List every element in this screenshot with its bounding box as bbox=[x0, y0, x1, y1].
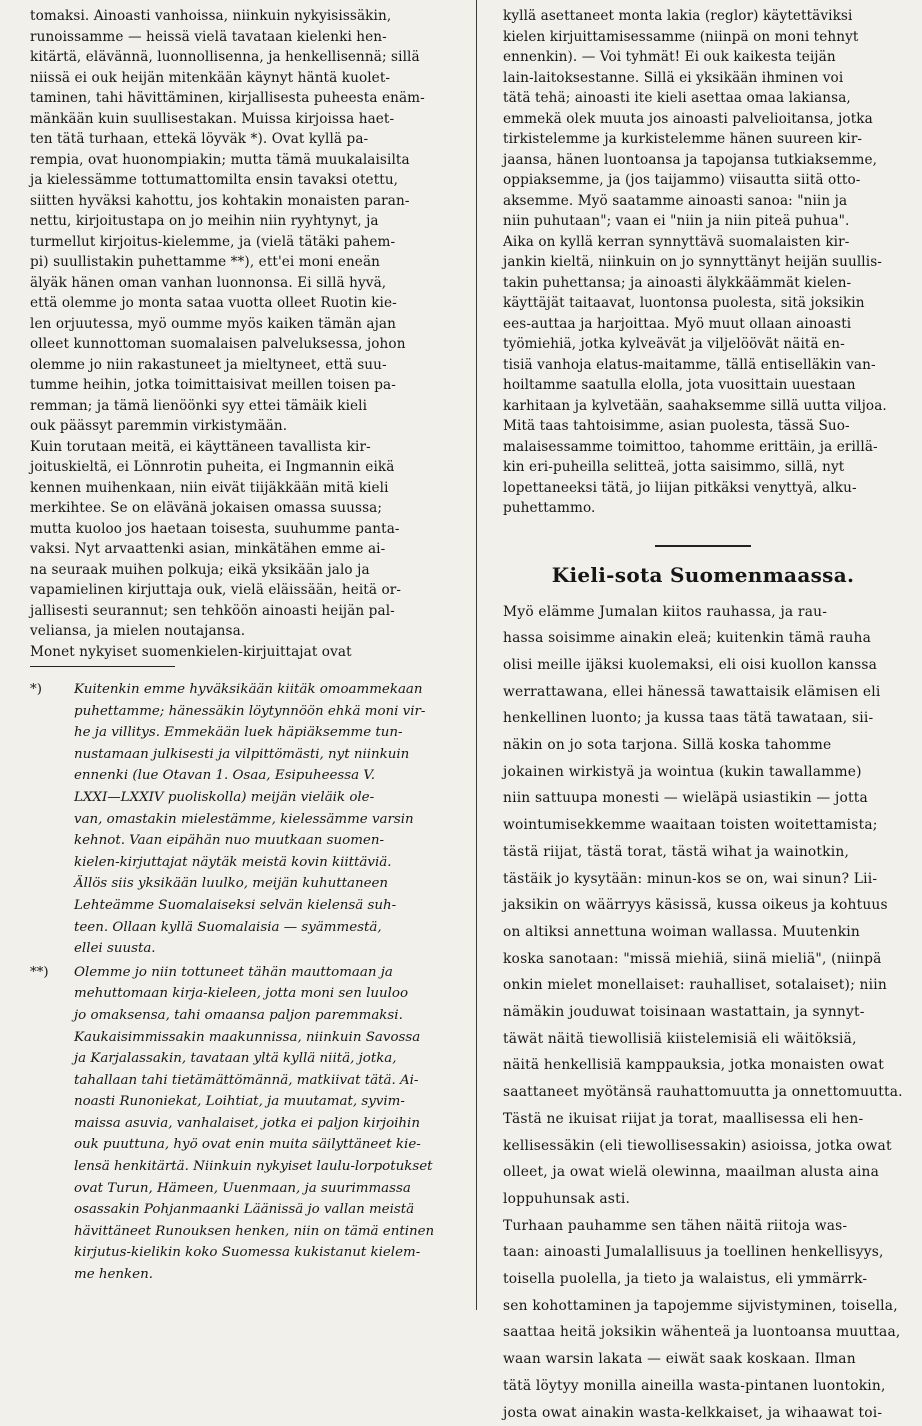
section-divider bbox=[655, 545, 751, 547]
footnote-2 bbox=[30, 962, 448, 1286]
left-body-text: tomaksi. Ainoasti vanhoissa, niinkuin nykyisissäkin, runoissamme — heissä vielä tavataan kielenki hen- kitärtä, elävännä, luonnollisenna, ja henkellisennä; sillä niissä ei ouk heijän mitenkään käynyt häntä kuolet- taminen, tahi hävittäminen, kirjallisesta puheesta enäm- mänkään kuin suullisestakan. Muissa kirjoissa haet- ten tätä turhaan, ettekä löyväk *). Ovat kyllä pa- rempia, ovat huonompiakin; mutta tämä muukalaisilta ja kielessämme tottumattomilta ensin tavaksi otettu, siitten hyväksi kahottu, jos kohtakin monaisten paran- nettu, kirjoitustapa on jo meihin niin ryyhtynyt, ja turmellut kirjoitus-kielemme, ja (vielä tätäki pahem- pi) suullistakin puhettamme **), ett'ei moni eneän älyäk hänen oman vanhan luonnonsa. Ei sillä hyvä, että olemme jo monta sataa vuotta olleet Ruotin kie- len orjuutessa, myö oumme myös kaiken tämän ajan olleet kunnottoman suomalaisen palveluksessa, johon olemme jo niin rakastuneet ja mieltyneet, että suu- tumme heihin, jotka toimittaisivat meillen toisen pa- remman; ja tämä lienöönki syy ettei tämäik kieli ouk päässyt paremmin virkistymään. Kuin torutaan meitä, ei käyttäneen tavallista kir- joituskieltä, ei Lönnrotin puheita, ei Ingmannin eikä kennen muihenkaan, niin eivät tiijäkkään mitä kieli merkihtee. Se on elävänä jokaisen omassa suussa; mutta kuoloo jos haetaan toisesta, suuhumme panta- vaksi. Nyt arvaattenki asian, minkätähen emme ai- na seuraak muihen polkuja; eikä yksikään jalo ja vapamielinen kirjuttaja ouk, vielä eläissään, heitä or- jallisesti seurannut; sen tehköön ainoasti heijän pal- veliansa, ja mielen noutajansa. Monet nykyiset suomenkielen-kirjuittajat ovat bbox=[30, 6, 448, 662]
right-body-text: kyllä asettaneet monta lakia (reglor) käytettäviksi kielen kirjuittamisessamme (niinpä on moni tehnyt ennenkin). — Voi tyhmät! Ei ouk kaikesta teijän lain-laitoksestanne. Sillä ei yksikään ihminen voi tätä tehä; ainoasti ite kieli asettaa omaa lakiansa, emmekä olek muuta jos ainoasti palvelioitansa, jotka tirkistelemme ja kurkistelemme hänen suureen kir- jaansa, hänen luontoansa ja tapojansa tutkiaksemme, oppiaksemme, ja (jos taijammo) viisautta siitä otto- aksemme. Myö saatamme ainoasti sanoa: "niin ja niin puhutaan"; vaan ei "niin ja niin piteä puhua". Aika on kyllä kerran synnyttävä suomalaisten kir- jankin kieltä, niinkuin on jo synnyttänyt heijän suullis- takin puhettansa; ja ainoasti älykkäämmät kielen- käyttäjät taitaavat, luontonsa puolesta, sitä joksikin ees-auttaa ja harjoittaa. Myö muut ollaan ainoasti työmiehiä, jotka kylveävät ja viljelöövät näitä en- tisiä vanhoja elatus-maitamme, tällä entiselläkin van- hoiltamme saatulla elolla, jota vuosittain uuestaan karhitaan ja kylvetään, saahaksemme sillä uutta viljoa. Mitä taas tahtoisimme, asian puolesta, tässä Suo- malaisessamme toimittoo, tahomme erittäin, ja erillä- kin eri-puheilla selitteä, jotta saisimmo, sillä, nyt lopettaneeksi tätä, jo liijan pitkäksi venyttyä, alku- puhettammo. bbox=[503, 6, 903, 519]
left-column bbox=[30, 6, 448, 1288]
section-heading: Kieli-sota Suomenmaassa. bbox=[503, 563, 903, 587]
footnote-divider bbox=[30, 666, 175, 667]
section-body-text: Myö elämme Jumalan kiitos rauhassa, ja rau- hassa soisimme ainakin eleä; kuitenkin tämä rauha olisi meille ijäksi kuolemaksi, eli oisi kuollon kanssa werrattawana, ellei hänessä tawattaisik elämisen eli henkellinen luonto; ja kussa taas tätä tawataan, sii- näkin on jo sota tarjona. Sillä koska tahomme jokainen wirkistyä ja wointua (kukin tawallamme) niin sattuupa monesti — wieläpä usiastikin — jotta wointumisekkemme waaitaan toisten woitettamista; tästä riijat, tästä torat, tästä wihat ja wainotkin, tästäik jo kysytään: minun-kos se on, wai sinun? Lii- jaksikin on wäärryys käsissä, kussa oikeus ja kohtuus on altiksi annettuna woiman wallassa. Muutenkin koska sanotaan: "missä miehiä, siinä mieliä", (niinpä onkin mielet monellaiset: rauhalliset, sotalaiset); niin nämäkin jouduwat toisinaan wastattain, ja synnyt- täwät näitä tiewollisiä kiistelemisiä eli wäitöksiä, näitä henkellisiä kamppauksia, jotka monaisten owat saattaneet myötänsä rauhattomuutta ja onnettomuutta. Tästä ne ikuisat riijat ja torat, maallisessa eli hen- kellisessäkin (eli tiewollisessakin) asioissa, jotka owat olleet, ja owat wielä olewinna, maailman alusta aina loppuhunsak asti. Turhaan pauhamme sen tähen näitä riitoja was- taan: ainoasti Jumalallisuus ja toellinen henkellisyys, toisella puolella, ja tieto ja walaistus, eli ymmärrk- sen kohottaminen ja tapojemme sijvistyminen, toisella, saattaa heitä joksikin wähenteä ja luontoansa muuttaa, waan warsin lakata — eiwät saak koskaan. Ilman tätä löytyy monilla aineilla wasta-pintanen luontokin, josta owat ainakin wasta-kelkkaiset, ja wihaawat toi- bbox=[503, 599, 903, 1426]
footnote-1-text: Kuitenkin emme hyväksikään kiitäk omoammekaan puhettamme; hänessäkin löytynnöön ehkä moni vir- he ja villitys. Emmekään luek häpiäksemme tun- nustamaan julkisesti ja vilpittömästi, nyt niinkuin ennenki (lue Otavan 1. Osaa, Esipuheessa V. LXXI—LXXIV puoliskolla) meijän vieläik ole- van, omastakin mielestämme, kielessämme varsin kehnot. Vaan eipähän nuo muutkaan suomen- kielen-kirjuttajat näytäk meistä kovin kiittäviä. Ällös siis yksikään luulko, meijän kuhuttaneen Lehteämme Suomalaiseksi selvän kielensä suh- teen. Ollaan kyllä Suomalaisia — syämmestä, ellei suusta. bbox=[74, 679, 448, 960]
footnote-1-mark: *) bbox=[30, 679, 74, 701]
footnote-2-mark: **) bbox=[30, 962, 74, 984]
column-divider bbox=[476, 0, 477, 1310]
right-column bbox=[503, 6, 903, 1426]
footnote-2-text: Olemme jo niin tottuneet tähän mauttomaan ja mehuttomaan kirja-kieleen, jotta moni sen luuloo jo omaksensa, tahi omaansa paljon paremmaksi. Kaukaisimmissakin maakunnissa, niinkuin Savossa ja Karjalassakin, tavataan yltä kyllä niitä, jotka, tahallaan tahi tietämättömännä, matkiivat tätä. Ai- noasti Runoniekat, Loihtiat, ja muutamat, syvim- maissa asuvia, vanhalaiset, jotka ei paljon kirjoihin ouk puuttuna, hyö ovat enin muita säilyttäneet kie- lensä henkitärtä. Niinkuin nykyiset laulu-lorpotukset ovat Turun, Hämeen, Uuenmaan, ja suurimmassa osassakin Pohjanmaanki Läänissä jo vallan meistä hävittäneet Runouksen henken, niin on tämä entinen kirjutus-kielikin koko Suomessa kukistanut kielem- me henken. bbox=[74, 962, 448, 1286]
footnote-1 bbox=[30, 679, 448, 960]
